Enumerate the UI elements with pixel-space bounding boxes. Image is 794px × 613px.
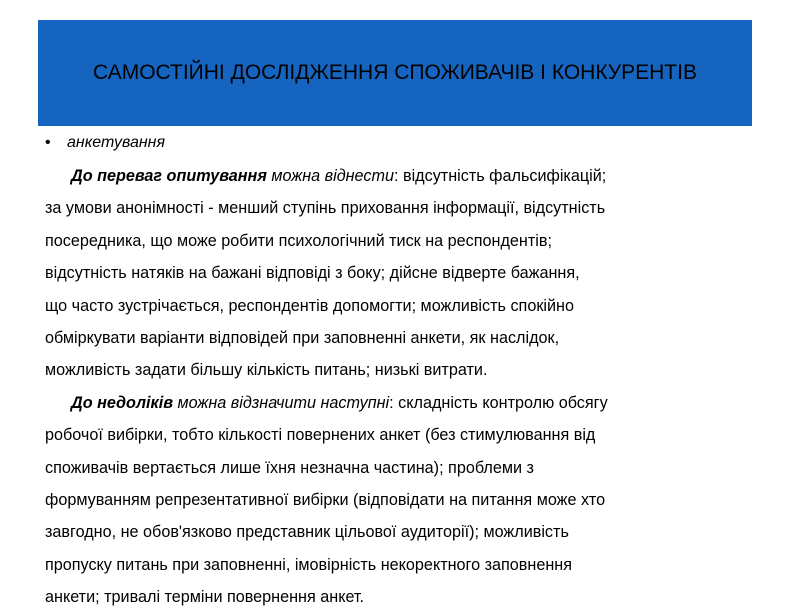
advantages-line: обміркувати варіанти відповідей при заповненні анкети, як наслідок, <box>45 328 560 347</box>
slide-title: САМОСТІЙНІ ДОСЛІДЖЕННЯ СПОЖИВАЧІВ І КОНКУРЕНТІВ <box>93 61 697 84</box>
advantages-line: що часто зустрічається, респондентів допомогти; можливість спокійно <box>45 296 574 315</box>
disadvantages-line: анкети; тривалі терміни повернення анкет. <box>45 588 365 607</box>
body-text <box>45 160 735 613</box>
disadvantages-line: завгодно, не обов'язково представник цільової аудиторії); можливість <box>45 523 569 542</box>
disadvantages-lead-prefix: До <box>71 393 98 412</box>
advantages-lead-line <box>45 160 735 192</box>
advantages-lead-italic: можна віднести <box>266 167 394 185</box>
advantages-line: посередника, що може робити психологічний тиск на респондентів; <box>45 231 552 250</box>
advantages-line: можливість задати більшу кількість питань; низькі витрати. <box>45 361 488 380</box>
disadvantages-lead-line <box>45 387 735 419</box>
advantages-lead-bold: До переваг опитування <box>71 167 267 185</box>
title-banner <box>38 20 752 126</box>
advantages-line: за умови анонімності - менший ступінь приховання інформації, відсутність <box>45 199 606 218</box>
disadvantages-line: споживачів вертається лише їхня незначна частина); проблеми з <box>45 458 534 477</box>
bullet-symbol: • <box>45 134 51 151</box>
disadvantages-line: пропуску питань при заповненні, імовірність некоректного заповнення <box>45 555 572 574</box>
advantages-line: відсутність натяків на бажані відповіді з боку; дійсне відверте бажання, <box>45 264 580 283</box>
disadvantages-line: формуванням репрезентативної вибірки (відповідати на питання може хто <box>45 490 606 509</box>
disadvantages-lead-italic: можна відзначити наступні <box>173 393 390 412</box>
disadvantages-lead-bold: недоліків <box>97 393 173 412</box>
disadvantages-line: робочої вибірки, тобто кількості повернених анкет (без стимулювання від <box>45 426 596 445</box>
advantages-lead-text: : відсутність фальсифікацій; <box>393 167 607 185</box>
bullet-label: анкетування <box>67 134 166 151</box>
disadvantages-lead-text: : складність контролю обсягу <box>389 393 608 412</box>
